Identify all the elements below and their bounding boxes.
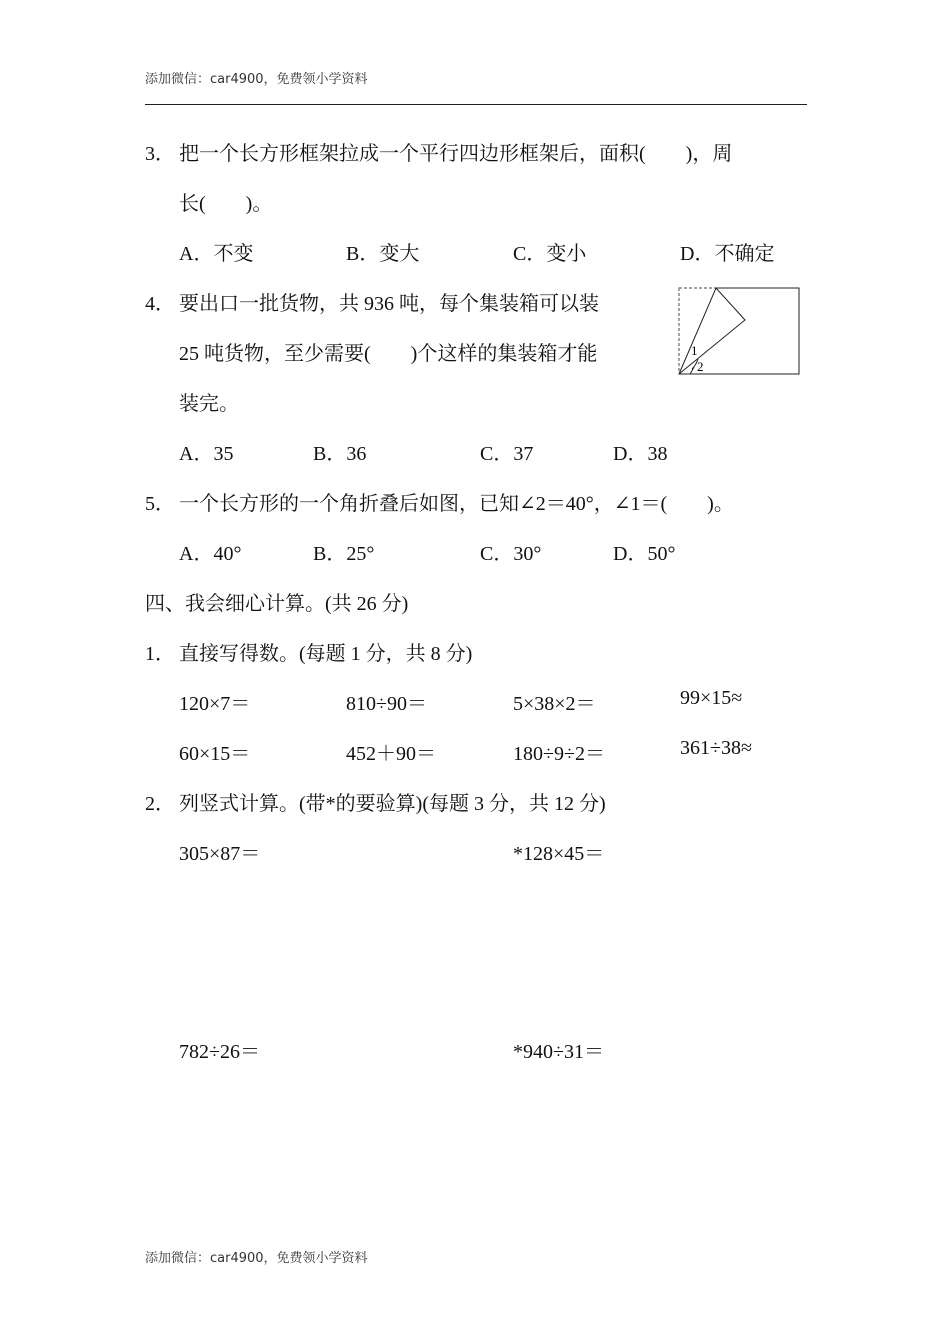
calc-item: 5×38×2＝: [513, 693, 596, 715]
section-4-question-1: [145, 637, 472, 666]
folded-rectangle-figure: [678, 287, 800, 375]
folded-triangle: [679, 288, 745, 374]
question-number: 2．: [145, 793, 175, 815]
angle-2-arc: [690, 367, 694, 374]
question-text: 一个长方形的一个角折叠后如图，已知∠2＝40°，∠1＝( )。: [179, 493, 734, 515]
option-d: D．50°: [613, 543, 676, 565]
question-text: 列竖式计算。(带*的要验算)(每题 3 分，共 12 分): [179, 793, 606, 815]
option-b: B．25°: [313, 543, 375, 565]
question-text: 直接写得数。(每题 1 分，共 8 分): [179, 643, 473, 665]
section-title: 四、我会细心计算。(共 26 分): [145, 593, 409, 615]
option-b: B．变大: [346, 243, 420, 265]
question-4-continued: 25 吨货物，至少需要( )个这样的集装箱才能: [179, 343, 598, 365]
vertical-calc-item: *940÷31＝: [513, 1041, 604, 1063]
question-number: 5．: [145, 493, 175, 515]
page-footer: 添加微信：car4900，免费领小学资料: [145, 1251, 368, 1266]
section-4-question-2: [145, 787, 606, 816]
calc-item: 120×7＝: [179, 693, 251, 715]
question-number: 3．: [145, 143, 175, 165]
question-number: 4．: [145, 293, 175, 315]
question-number: 1．: [145, 643, 175, 665]
vertical-calc-item: 782÷26＝: [179, 1041, 260, 1063]
calc-item: 361÷38≈: [680, 737, 752, 759]
question-text: 要出口一批货物，共 936 吨，每个集装箱可以装: [179, 293, 599, 315]
calc-item: 60×15＝: [179, 743, 251, 765]
option-d: D．38: [613, 443, 668, 465]
option-c: C．30°: [480, 543, 542, 565]
question-3-continued: 长( )。: [179, 193, 273, 215]
question-4: [145, 287, 599, 316]
header-rule: [145, 104, 807, 105]
vertical-calc-item: *128×45＝: [513, 843, 605, 865]
option-a: A．不变: [179, 243, 254, 265]
option-d: D．不确定: [680, 243, 775, 265]
angle-1-label: 1: [691, 343, 698, 358]
question-4-continued: 装完。: [179, 393, 239, 415]
option-b: B．36: [313, 443, 367, 465]
calc-item: 180÷9÷2＝: [513, 743, 605, 765]
calc-item: 810÷90＝: [346, 693, 427, 715]
angle-2-label: 2: [697, 359, 704, 374]
option-c: C．37: [480, 443, 534, 465]
question-3: [145, 137, 732, 166]
option-a: A．40°: [179, 543, 242, 565]
calc-item: 99×15≈: [680, 687, 743, 709]
page-header: 添加微信：car4900，免费领小学资料: [145, 72, 368, 87]
question-text: 把一个长方形框架拉成一个平行四边形框架后，面积( )，周: [179, 143, 733, 165]
calc-item: 452＋90＝: [346, 743, 436, 765]
question-5: [145, 487, 734, 516]
option-a: A．35: [179, 443, 234, 465]
vertical-calc-item: 305×87＝: [179, 843, 261, 865]
option-c: C．变小: [513, 243, 587, 265]
